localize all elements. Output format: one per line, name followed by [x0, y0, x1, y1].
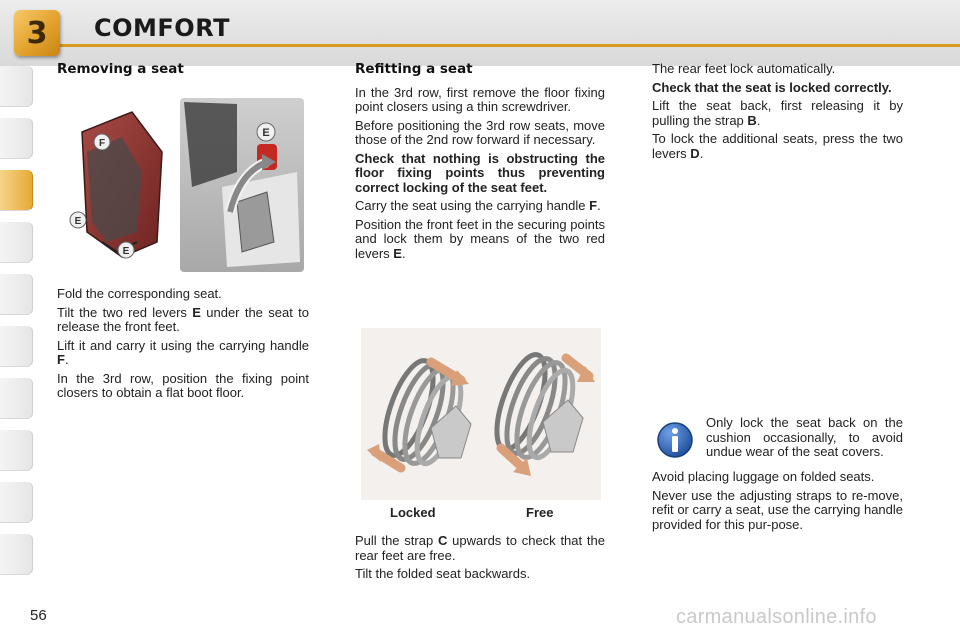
folded-seat-drawing	[82, 112, 162, 257]
info-icon	[656, 421, 694, 459]
watermark: carmanualsonline.info	[676, 606, 877, 628]
side-tab-10[interactable]	[0, 534, 33, 575]
figure-label-e-right	[257, 123, 275, 141]
seat-lever-closeup-drawing	[180, 98, 304, 272]
side-tab-3-active[interactable]	[0, 170, 33, 211]
left-column	[57, 62, 309, 86]
right-paragraph-2-warning: Check that the seat is locked correctly.	[652, 79, 892, 95]
right-paragraph-3: Lift the seat back, first releasing it by pulling the strap B.	[652, 98, 903, 128]
left-lower-text	[57, 287, 309, 405]
mid-paragraph-1: In the 3rd row, first remove the floor fixing point closers using a thin screwdriver.	[355, 84, 605, 114]
svg-text:E: E	[262, 127, 270, 139]
mid-paragraph-2: Before positioning the 3rd row seats, move those of the 2nd row forward if necessary.	[355, 117, 605, 147]
left-paragraph-2: Tilt the two red levers E under the seat to release the front feet.	[57, 304, 309, 334]
page-number: 56	[30, 607, 47, 624]
side-tab-5[interactable]	[0, 274, 33, 315]
side-tab-1[interactable]	[0, 66, 33, 107]
mid-lower-paragraph-2: Tilt the folded seat backwards.	[355, 566, 531, 581]
svg-text:F: F	[98, 138, 106, 149]
side-tab-7[interactable]	[0, 378, 33, 419]
right-column	[652, 62, 903, 165]
side-tab-2[interactable]	[0, 118, 33, 159]
right-lower-text	[652, 470, 903, 536]
removing-seat-illustration	[62, 92, 308, 274]
right-paragraph-1: The rear feet lock automatically.	[652, 61, 836, 76]
label-locked: Locked	[390, 505, 436, 520]
chapter-side-tabs	[0, 66, 34, 576]
mid-paragraph-5: Position the front feet in the securing points and lock them by means of the two red levers E.	[355, 216, 605, 261]
figure-label-e-left	[70, 212, 86, 228]
side-tab-4[interactable]	[0, 222, 33, 263]
left-paragraph-1: Fold the corresponding seat.	[57, 286, 222, 301]
chapter-title: COMFORT	[94, 14, 230, 42]
mid-lower-paragraph-1: Pull the strap C upwards to check that the rear feet are free.	[355, 533, 605, 563]
svg-text:E: E	[74, 216, 82, 227]
mid-paragraph-4: Carry the seat using the carrying handle F.	[355, 198, 601, 213]
side-tab-8[interactable]	[0, 430, 33, 471]
right-lower-paragraph-2: Never use the adjusting straps to re-move, refit or carry a seat, use the carrying handle provided for this pur-pose.	[652, 487, 903, 532]
mid-paragraph-3-warning: Check that nothing is obstructing the floor fixing points thus preventing correct locking of the seat feet.	[355, 150, 605, 195]
middle-column	[355, 62, 605, 265]
section-title-refitting: Refitting a seat	[355, 61, 473, 77]
info-note-text: Only lock the seat back on the cushion occasionally, to avoid undue wear of the seat covers.	[706, 415, 903, 459]
header-divider-line	[58, 44, 960, 47]
svg-text:E: E	[122, 246, 130, 257]
right-lower-paragraph-1: Avoid placing luggage on folded seats.	[652, 469, 875, 484]
middle-lower-text	[355, 534, 605, 586]
right-paragraph-4: To lock the additional seats, press the two levers D.	[652, 131, 903, 161]
chapter-number: 3	[26, 15, 48, 51]
figure-label-e-bottom	[118, 242, 134, 258]
label-free: Free	[526, 505, 554, 520]
page-header	[0, 0, 960, 66]
left-paragraph-3: Lift it and carry it using the carrying handle F.	[57, 337, 309, 367]
locked-free-illustration	[361, 328, 601, 500]
left-paragraph-4: In the 3rd row, position the fixing point closers to obtain a flat boot floor.	[57, 370, 309, 400]
section-title-removing: Removing a seat	[57, 61, 184, 77]
side-tab-6[interactable]	[0, 326, 33, 367]
figure-label-f	[94, 134, 110, 150]
side-tab-9[interactable]	[0, 482, 33, 523]
chapter-badge	[14, 10, 60, 56]
